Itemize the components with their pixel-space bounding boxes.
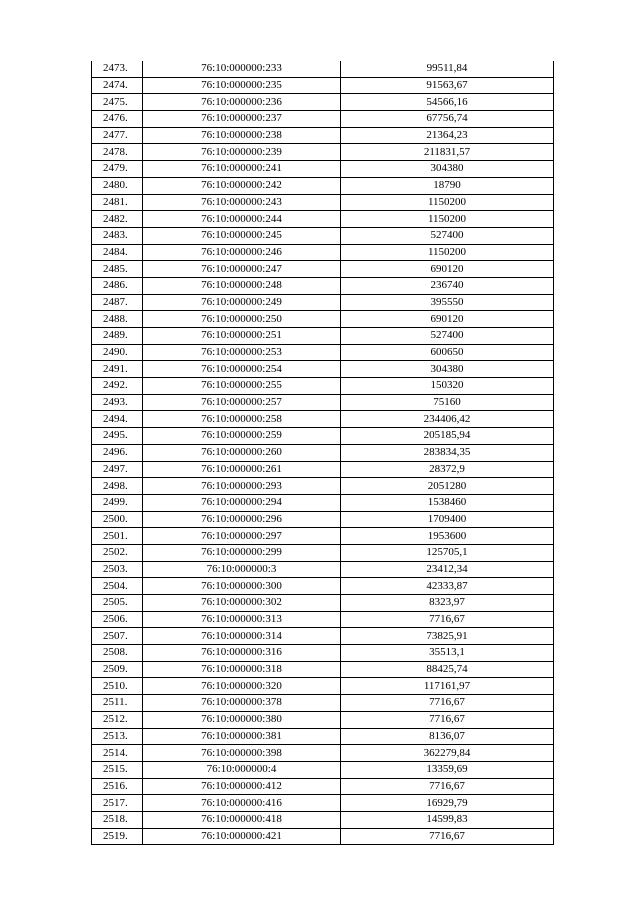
cadastral-number-cell: 76:10:000000:320 <box>143 678 341 695</box>
cadastral-value-cell: 304380 <box>341 161 554 178</box>
cadastral-number-cell: 76:10:000000:297 <box>143 528 341 545</box>
row-number-cell: 2502. <box>92 544 143 561</box>
cadastral-value-cell: 7716,67 <box>341 828 554 845</box>
cadastral-value-cell: 117161,97 <box>341 678 554 695</box>
row-number-cell: 2496. <box>92 444 143 461</box>
cadastral-value-cell: 690120 <box>341 261 554 278</box>
row-number-cell: 2504. <box>92 578 143 595</box>
row-number-cell: 2516. <box>92 778 143 795</box>
row-number-cell: 2505. <box>92 595 143 612</box>
row-number-cell: 2478. <box>92 144 143 161</box>
table-row <box>92 227 554 244</box>
table-row <box>92 411 554 428</box>
table-row <box>92 778 554 795</box>
row-number-cell: 2517. <box>92 795 143 812</box>
cadastral-number-cell: 76:10:000000:380 <box>143 711 341 728</box>
table-row <box>92 628 554 645</box>
table-row <box>92 595 554 612</box>
row-number-cell: 2483. <box>92 227 143 244</box>
cadastral-number-cell: 76:10:000000:299 <box>143 544 341 561</box>
cadastral-value-cell: 211831,57 <box>341 144 554 161</box>
row-number-cell: 2494. <box>92 411 143 428</box>
cadastral-number-cell: 76:10:000000:255 <box>143 378 341 395</box>
cadastral-number-cell: 76:10:000000:416 <box>143 795 341 812</box>
cadastral-number-cell: 76:10:000000:239 <box>143 144 341 161</box>
table-row <box>92 328 554 345</box>
cadastral-value-cell: 88425,74 <box>341 661 554 678</box>
row-number-cell: 2497. <box>92 461 143 478</box>
table-row <box>92 494 554 511</box>
table-row <box>92 61 554 77</box>
cadastral-number-cell: 76:10:000000:314 <box>143 628 341 645</box>
cadastral-value-cell: 1709400 <box>341 511 554 528</box>
table-row <box>92 161 554 178</box>
table-row <box>92 661 554 678</box>
table-row <box>92 277 554 294</box>
cadastral-number-cell: 76:10:000000:302 <box>143 595 341 612</box>
row-number-cell: 2488. <box>92 311 143 328</box>
row-number-cell: 2493. <box>92 394 143 411</box>
table-row <box>92 478 554 495</box>
cadastral-number-cell: 76:10:000000:293 <box>143 478 341 495</box>
cadastral-value-cell: 91563,67 <box>341 77 554 94</box>
cadastral-number-cell: 76:10:000000:294 <box>143 494 341 511</box>
row-number-cell: 2519. <box>92 828 143 845</box>
cadastral-number-cell: 76:10:000000:398 <box>143 745 341 762</box>
cadastral-value-cell: 1150200 <box>341 211 554 228</box>
row-number-cell: 2509. <box>92 661 143 678</box>
table-row <box>92 94 554 111</box>
cadastral-number-cell: 76:10:000000:421 <box>143 828 341 845</box>
cadastral-number-cell: 76:10:000000:313 <box>143 611 341 628</box>
row-number-cell: 2491. <box>92 361 143 378</box>
cadastral-value-cell: 8323,97 <box>341 595 554 612</box>
row-number-cell: 2506. <box>92 611 143 628</box>
table-row <box>92 261 554 278</box>
table-row <box>92 611 554 628</box>
cadastral-number-cell: 76:10:000000:378 <box>143 695 341 712</box>
cadastral-number-cell: 76:10:000000:318 <box>143 661 341 678</box>
cadastral-number-cell: 76:10:000000:233 <box>143 61 341 77</box>
cadastral-value-cell: 205185,94 <box>341 428 554 445</box>
row-number-cell: 2508. <box>92 645 143 662</box>
cadastral-value-cell: 73825,91 <box>341 628 554 645</box>
table-row <box>92 77 554 94</box>
table-body <box>92 61 554 845</box>
cadastral-value-cell: 75160 <box>341 394 554 411</box>
cadastral-number-cell: 76:10:000000:251 <box>143 328 341 345</box>
cadastral-value-cell: 28372,9 <box>341 461 554 478</box>
cadastral-value-cell: 234406,42 <box>341 411 554 428</box>
cadastral-value-cell: 21364,23 <box>341 127 554 144</box>
table-row <box>92 528 554 545</box>
cadastral-value-cell: 527400 <box>341 227 554 244</box>
cadastral-number-cell: 76:10:000000:245 <box>143 227 341 244</box>
table-row <box>92 144 554 161</box>
table-row <box>92 211 554 228</box>
cadastral-number-cell: 76:10:000000:260 <box>143 444 341 461</box>
row-number-cell: 2474. <box>92 77 143 94</box>
table-row <box>92 444 554 461</box>
row-number-cell: 2484. <box>92 244 143 261</box>
cadastral-number-cell: 76:10:000000:236 <box>143 94 341 111</box>
cadastral-number-cell: 76:10:000000:4 <box>143 761 341 778</box>
cadastral-number-cell: 76:10:000000:248 <box>143 277 341 294</box>
row-number-cell: 2492. <box>92 378 143 395</box>
cadastral-number-cell: 76:10:000000:316 <box>143 645 341 662</box>
table-row <box>92 811 554 828</box>
cadastral-value-cell: 1953600 <box>341 528 554 545</box>
table-row <box>92 244 554 261</box>
cadastral-value-cell: 2051280 <box>341 478 554 495</box>
cadastral-number-cell: 76:10:000000:242 <box>143 177 341 194</box>
row-number-cell: 2482. <box>92 211 143 228</box>
row-number-cell: 2510. <box>92 678 143 695</box>
cadastral-value-cell: 304380 <box>341 361 554 378</box>
cadastral-value-cell: 395550 <box>341 294 554 311</box>
table-row <box>92 378 554 395</box>
cadastral-value-cell: 7716,67 <box>341 711 554 728</box>
cadastral-number-cell: 76:10:000000:3 <box>143 561 341 578</box>
cadastral-value-cell: 150320 <box>341 378 554 395</box>
row-number-cell: 2490. <box>92 344 143 361</box>
table-row <box>92 795 554 812</box>
cadastral-value-cell: 14599,83 <box>341 811 554 828</box>
row-number-cell: 2501. <box>92 528 143 545</box>
row-number-cell: 2486. <box>92 277 143 294</box>
table-row <box>92 394 554 411</box>
table-row <box>92 561 554 578</box>
cadastral-number-cell: 76:10:000000:258 <box>143 411 341 428</box>
row-number-cell: 2511. <box>92 695 143 712</box>
table-row <box>92 645 554 662</box>
table-row <box>92 361 554 378</box>
cadastral-value-cell: 67756,74 <box>341 111 554 128</box>
cadastral-value-cell: 16929,79 <box>341 795 554 812</box>
cadastral-value-cell: 1538460 <box>341 494 554 511</box>
table-row <box>92 828 554 845</box>
cadastral-number-cell: 76:10:000000:259 <box>143 428 341 445</box>
table-row <box>92 745 554 762</box>
cadastral-value-table <box>91 61 554 845</box>
cadastral-value-cell: 7716,67 <box>341 611 554 628</box>
cadastral-value-cell: 7716,67 <box>341 695 554 712</box>
cadastral-number-cell: 76:10:000000:247 <box>143 261 341 278</box>
cadastral-number-cell: 76:10:000000:253 <box>143 344 341 361</box>
row-number-cell: 2498. <box>92 478 143 495</box>
row-number-cell: 2489. <box>92 328 143 345</box>
cadastral-number-cell: 76:10:000000:238 <box>143 127 341 144</box>
row-number-cell: 2487. <box>92 294 143 311</box>
table-row <box>92 761 554 778</box>
table-row <box>92 311 554 328</box>
cadastral-value-cell: 283834,35 <box>341 444 554 461</box>
row-number-cell: 2507. <box>92 628 143 645</box>
row-number-cell: 2513. <box>92 728 143 745</box>
cadastral-number-cell: 76:10:000000:241 <box>143 161 341 178</box>
table-row <box>92 511 554 528</box>
cadastral-number-cell: 76:10:000000:244 <box>143 211 341 228</box>
cadastral-number-cell: 76:10:000000:249 <box>143 294 341 311</box>
table-row <box>92 578 554 595</box>
cadastral-number-cell: 76:10:000000:412 <box>143 778 341 795</box>
cadastral-number-cell: 76:10:000000:300 <box>143 578 341 595</box>
cadastral-number-cell: 76:10:000000:261 <box>143 461 341 478</box>
cadastral-number-cell: 76:10:000000:257 <box>143 394 341 411</box>
cadastral-value-cell: 18790 <box>341 177 554 194</box>
cadastral-number-cell: 76:10:000000:296 <box>143 511 341 528</box>
cadastral-value-cell: 362279,84 <box>341 745 554 762</box>
row-number-cell: 2514. <box>92 745 143 762</box>
table-row <box>92 428 554 445</box>
table-row <box>92 127 554 144</box>
cadastral-number-cell: 76:10:000000:250 <box>143 311 341 328</box>
cadastral-value-cell: 13359,69 <box>341 761 554 778</box>
cadastral-number-cell: 76:10:000000:243 <box>143 194 341 211</box>
row-number-cell: 2479. <box>92 161 143 178</box>
table-row <box>92 678 554 695</box>
cadastral-value-cell: 8136,07 <box>341 728 554 745</box>
cadastral-number-cell: 76:10:000000:246 <box>143 244 341 261</box>
table-row <box>92 344 554 361</box>
cadastral-number-cell: 76:10:000000:235 <box>143 77 341 94</box>
row-number-cell: 2480. <box>92 177 143 194</box>
row-number-cell: 2515. <box>92 761 143 778</box>
table-row <box>92 695 554 712</box>
cadastral-value-cell: 7716,67 <box>341 778 554 795</box>
cadastral-value-cell: 527400 <box>341 328 554 345</box>
table-row <box>92 711 554 728</box>
cadastral-value-cell: 1150200 <box>341 194 554 211</box>
cadastral-number-cell: 76:10:000000:418 <box>143 811 341 828</box>
cadastral-number-cell: 76:10:000000:381 <box>143 728 341 745</box>
cadastral-number-cell: 76:10:000000:254 <box>143 361 341 378</box>
table-row <box>92 461 554 478</box>
row-number-cell: 2473. <box>92 61 143 77</box>
cadastral-value-cell: 600650 <box>341 344 554 361</box>
table-row <box>92 728 554 745</box>
table-row <box>92 294 554 311</box>
row-number-cell: 2475. <box>92 94 143 111</box>
cadastral-value-cell: 23412,34 <box>341 561 554 578</box>
cadastral-value-cell: 1150200 <box>341 244 554 261</box>
row-number-cell: 2495. <box>92 428 143 445</box>
row-number-cell: 2481. <box>92 194 143 211</box>
table-row <box>92 111 554 128</box>
row-number-cell: 2485. <box>92 261 143 278</box>
cadastral-value-cell: 54566,16 <box>341 94 554 111</box>
cadastral-value-cell: 690120 <box>341 311 554 328</box>
row-number-cell: 2499. <box>92 494 143 511</box>
cadastral-value-cell: 99511,84 <box>341 61 554 77</box>
cadastral-number-cell: 76:10:000000:237 <box>143 111 341 128</box>
cadastral-value-cell: 42333,87 <box>341 578 554 595</box>
row-number-cell: 2500. <box>92 511 143 528</box>
table-row <box>92 544 554 561</box>
row-number-cell: 2503. <box>92 561 143 578</box>
cadastral-value-cell: 35513,1 <box>341 645 554 662</box>
cadastral-value-cell: 236740 <box>341 277 554 294</box>
table-row <box>92 194 554 211</box>
row-number-cell: 2476. <box>92 111 143 128</box>
row-number-cell: 2518. <box>92 811 143 828</box>
table-row <box>92 177 554 194</box>
row-number-cell: 2477. <box>92 127 143 144</box>
row-number-cell: 2512. <box>92 711 143 728</box>
cadastral-value-cell: 125705,1 <box>341 544 554 561</box>
